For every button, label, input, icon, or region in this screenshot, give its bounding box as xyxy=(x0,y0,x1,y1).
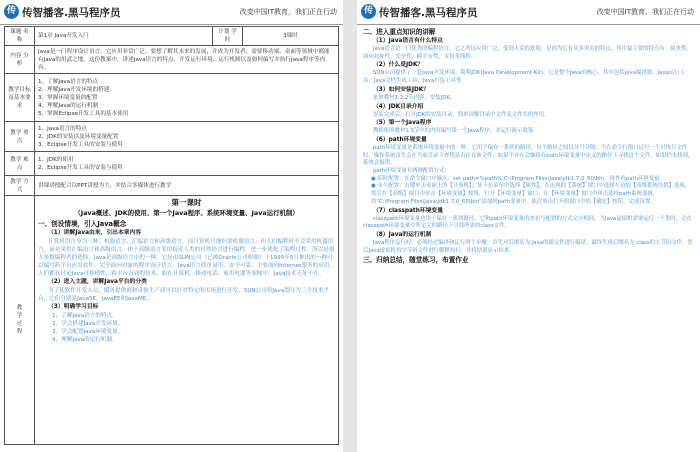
subsection-heading: （5）第一个Java程序 xyxy=(373,120,432,127)
goal-item: 4、理解Java的运行机制 xyxy=(38,102,99,109)
lesson-title: 第一课时 xyxy=(171,198,202,207)
goals-label: 教学目标及基本要求 xyxy=(5,74,35,122)
difficulty-item: 2、Eclipse开发工具的安装与使用 xyxy=(38,164,123,171)
list-item: 3、学会配置Java环境变量。 xyxy=(52,329,124,335)
difficulty-label: 教学 难点 xyxy=(5,152,35,176)
paragraph: classpath环境变量也用于保存一系列路径，它和path环境变量的查看与配置的方式完全相同。当Java虚拟机需要运行一个类时，会在classpath环境变量中所定义的路径下寻找所需的class文件。 xyxy=(363,215,692,230)
difficulty-list xyxy=(35,152,339,176)
process-label: 教 学 过 程 xyxy=(5,196,35,445)
paragraph: 安装完成后，打开JDK的安装目录，简单讲解目录中文件及文件夹的作用。 xyxy=(373,111,550,118)
subsection-heading: （4）JDK目录介绍 xyxy=(373,103,424,110)
paragraph: 为了使软件开发人员、服务提供商和设备生产商可以针对特定的市场进行开发，SUN公司将Java划分为三个技术平台，它们分别是JavaSE、JavaEE和JavaME。 xyxy=(38,288,329,302)
brand-logo-icon: 传 xyxy=(4,4,19,19)
paragraph: 教师依照教材1.3节中的内容编写第一个Java程序，并运行演示效果。 xyxy=(373,128,539,135)
subsection-heading: （3）明确学习目标 xyxy=(48,304,99,310)
brand-name: 传智播客.黑马程序员 xyxy=(22,7,121,19)
paragraph: ● 永久配置：右键单击桌面上的【计算机】，从下拉菜单中选择【属性】，在出现的【系统】窗口中选择左边的【高级系统设置】选项，然后在【高级】窗口中单击【环境变量】按钮，打开【环境变量】窗口，在【环境变量】窗口中单击选择path系统变量，将"C:\Program Files\Java\jdk1.7.0_60\bin"添加到path变量中，依次单击打开的窗口中的【确定】按钮，完成设置。 xyxy=(371,183,691,205)
goal-item: 1、了解Java语言的特点 xyxy=(38,78,99,85)
knowledge-list xyxy=(363,37,694,255)
left-page xyxy=(0,0,343,452)
method-text: 讲课讲授配合以PPT讲授为主，并结合多媒体进行教学 xyxy=(35,176,339,196)
header-slogan: 改变中国IT教育，我们正在行动 xyxy=(596,8,694,16)
subsection-heading: （3）如何安装JDK？ xyxy=(373,86,430,93)
page-header xyxy=(357,0,700,25)
subsection-heading: （1）讲解Java由来，引出本章内容 xyxy=(48,230,142,236)
section-heading: 二、进入重点知识的讲解 xyxy=(363,28,436,36)
right-body xyxy=(363,27,694,265)
subsection-heading: （1）Java语言有什么特点 xyxy=(373,38,443,44)
key-points-list xyxy=(35,122,339,152)
page-header xyxy=(0,0,343,25)
paragraph: ● 临时配置：在命令窗口中输入：set path=%path%;C:\Program Files\Java\jdk1.7.0_60\bin，再查看path环境变量。 xyxy=(371,175,665,182)
header-slogan: 改变中国IT教育，我们正在行动 xyxy=(239,8,337,16)
subsection-heading: （8）Java的运行机制 xyxy=(373,231,432,238)
subsection-heading: （2）进入主题，讲解Java平台的分类 xyxy=(48,279,147,285)
difficulty-item: 1、JDK的使用 xyxy=(38,156,74,163)
brand-name: 传智播客.黑马程序员 xyxy=(379,7,478,19)
section-heading: 一、创设情境，引入Java概念 xyxy=(38,220,127,228)
list-item: 1、了解Java语言的特点。 xyxy=(52,313,118,319)
subsection-heading: （7）classpath环境变量 xyxy=(373,207,444,214)
topic-value: 第1章 Java开发入门 xyxy=(35,27,213,46)
paragraph: Java程序运行时，必须经过编译和运行两个步骤。首先对后缀名为.java的源文件进行编译，最终生成后缀名为.class的字节码文件。然后Java虚拟机将字节码文件进行解释执行，并将结果显示出来。 xyxy=(363,239,693,254)
key-item: 3、Eclipse开发工具的安装与使用 xyxy=(38,141,123,148)
goal-list xyxy=(38,312,335,344)
method-label: 教学 方式 xyxy=(5,176,35,196)
process-content xyxy=(35,196,339,445)
list-item: 4、理解Java的运行机制。 xyxy=(52,337,118,343)
key-item: 1、Java语言的特点 xyxy=(38,125,87,132)
analysis-text: Java是一门程序设计语言，它应用非常广泛。要想了解其未来的发展，并成为开发者，需要移动端、桌面等领域中都能有Java的用武之地。这份教案中，讲述Java语言的特点、开发运行环境、运行机制以及如何编写并执行Java程序等内容。 xyxy=(35,46,339,74)
goals-list xyxy=(35,74,339,122)
paragraph: 依照教材1.2.2节内容，安装JDK。 xyxy=(373,94,456,101)
paragraph: path环境变量有两种配置方式： xyxy=(373,168,450,175)
paragraph: 计算机语言分为三种：机器语言、汇编语言和高级语言。而计算机只能识别机器语言，但人们编程时不会采用机器语言，而是采用汇编语言和高级语言。由于高级语言采用接近人类的自然语言进行编程，进一步简化了编程过程。所以是很大多数编程者的选择。Java是高级语言中的一种，它是由SUN公司（已被Oracle公司收购）于1995年5月推出的一种可以编写跨平台应用软件、完全面向对象的程序设计语言。Java语言简单易用、安全可靠，主要面向Internet服务的应用，人们都在讨论Java可移植性、跨平台方面的技术，如在计算机、移动电话、家用电器等领域中，Java技术无处不在。 xyxy=(38,239,335,277)
topic-label: 课题 名称 xyxy=(5,27,35,46)
right-page xyxy=(357,0,700,452)
hours-label: 计划 学时 xyxy=(213,27,243,46)
brand-logo-icon: 传 xyxy=(361,4,376,19)
list-item: 2、学会搭建Java开发环境。 xyxy=(52,321,124,327)
lesson-subtitle: （Java概述、JDK的使用、第一个Java程序、系统环境变量、Java运行机制） xyxy=(74,209,299,217)
goal-item: 3、掌握环境变量的配置 xyxy=(38,94,98,101)
key-item: 2、JDK的安装以及环境变量配置 xyxy=(38,133,119,140)
lesson-plan-table xyxy=(4,26,339,445)
section-heading: 三、归纳总结，随堂练习，布置作业 xyxy=(363,256,469,265)
analysis-label: 内容 分析 xyxy=(5,46,35,74)
goal-item: 2、理解Java开发环境的搭建 xyxy=(38,86,110,93)
subsection-heading: （2）什么是JDK？ xyxy=(373,62,424,69)
subsection-heading: （6）path环境变量 xyxy=(373,136,427,143)
key-points-label: 教学 重点 xyxy=(5,122,35,152)
goal-item: 5、掌握Eclipse开发工具的基本使用 xyxy=(38,110,129,117)
paragraph: Java语言是一门优秀的编程语言，它之所以应用广泛，受到大众的欢迎，是因为它有众多突出的特点，其中最主要的特点有：简单性、面向对象性、安全性、跨平台性、支持多线程。 xyxy=(363,46,692,60)
paragraph: SUN公司提供了一套Java开发环境，简称JDK(Java Development Kit)，它是整个Java的核心，其中包括Java编译器、Java运行工具、Java文档生成工具、Java打包工具等。 xyxy=(363,70,685,85)
hours-value: 3课时 xyxy=(243,27,339,46)
paragraph: path环境变量是系统环境变量中的一种，它用于保存一系列的路径，每个路径之间以分号分隔。当在命令行窗口运行一个可执行文件时，操作系统首先会在当前目录下查找是否存在该文件，如果不存在会继续在path环境变量中定义的路径下寻找这个文件，如果仍未找到，系统会报错。 xyxy=(363,144,694,167)
